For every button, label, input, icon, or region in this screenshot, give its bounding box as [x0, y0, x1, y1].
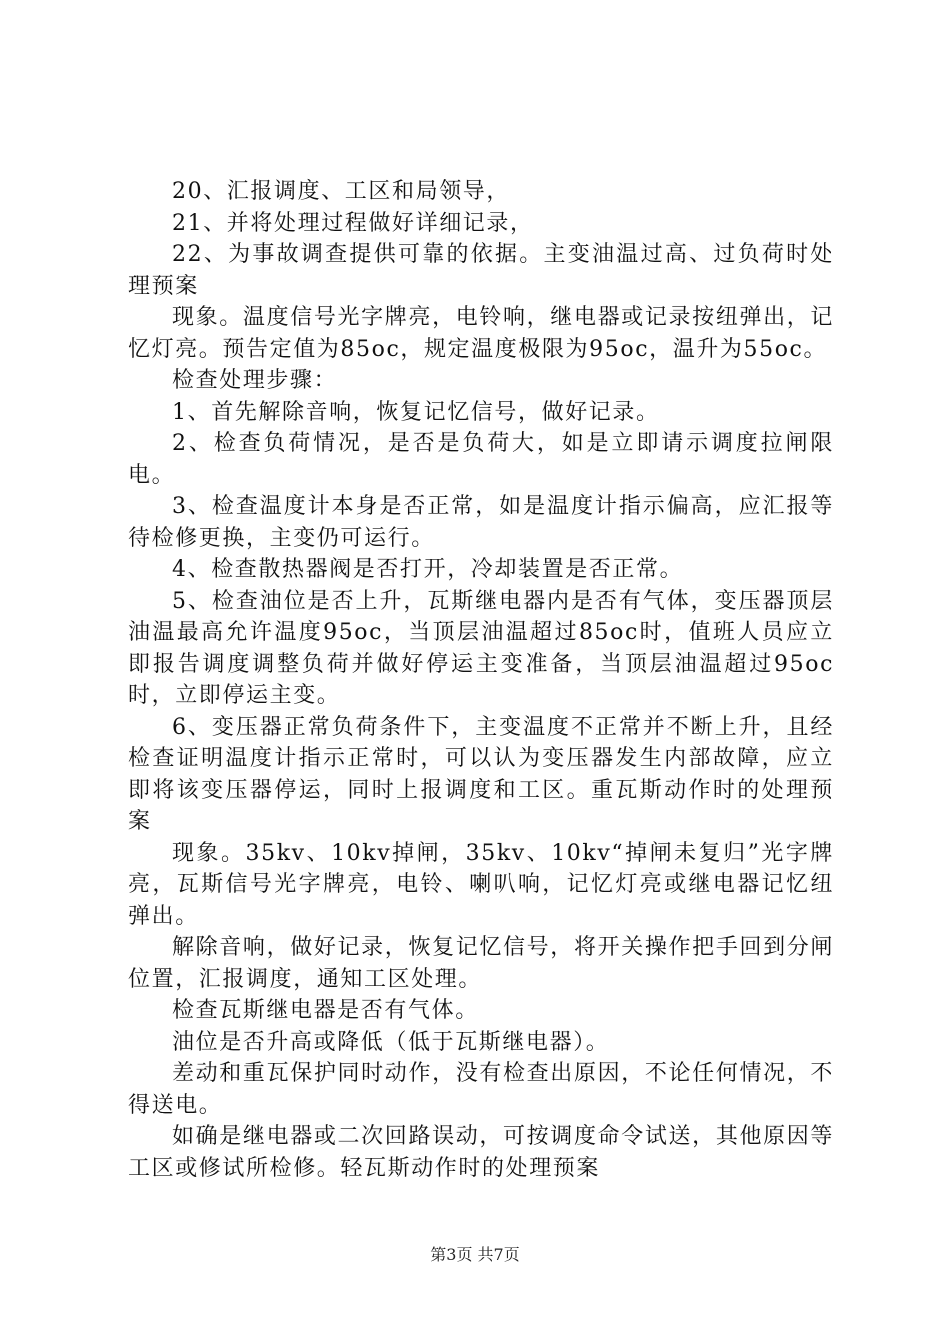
paragraph: 如确是继电器或二次回路误动，可按调度命令试送，其他原因等工区或修试所检修。轻瓦斯动作时的处理预案: [128, 1124, 834, 1181]
paragraph: 21、并将处理过程做好详细记录，: [172, 210, 534, 236]
paragraph: 检查瓦斯继电器是否有气体。: [172, 998, 479, 1023]
paragraph: 油位是否升高或降低（低于瓦斯继电器）。: [172, 1029, 610, 1055]
page-footer: 第3页 共7页: [430, 1245, 520, 1264]
paragraph: 2、检查负荷情况，是否是负荷大，如是立即请示调度拉闸限电。: [128, 431, 834, 488]
paragraph: 5、检查油位是否上升，瓦斯继电器内是否有气体，变压器顶层油温最高允许温度95oc，当顶层油温超过85oc时，值班人员应立即报告调度调整负荷并做好停运主变准备，当顶层油温超过95oc时，立即停运主变。: [128, 588, 834, 708]
paragraph: 现象。温度信号光字牌亮，电铃响，继电器或记录按纽弹出，记忆灯亮。预告定值为85oc，规定温度极限为95oc，温升为55oc。: [128, 305, 834, 362]
paragraph: 4、检查散热器阀是否打开，冷却装置是否正常。: [172, 557, 684, 582]
paragraph: 6、变压器正常负荷条件下，主变温度不正常并不断上升，且经检查证明温度计指示正常时，可以认为变压器发生内部故障，应立即将该变压器停运，同时上报调度和工区。重瓦斯动作时的处理预案: [128, 714, 834, 834]
paragraph: 22、为事故调查提供可靠的依据。主变油温过高、过负荷时处理预案: [128, 242, 834, 299]
document-body: [128, 176, 834, 1184]
paragraph: 差动和重瓦保护同时动作，没有检查出原因，不论任何情况，不得送电。: [128, 1061, 834, 1118]
paragraph: 检查处理步骤：: [172, 368, 338, 393]
paragraph: 3、检查温度计本身是否正常，如是温度计指示偏高，应汇报等待检修更换，主变仍可运行。: [128, 494, 834, 551]
paragraph: 1、首先解除音响，恢复记忆信号，做好记录。: [172, 399, 660, 425]
paragraph: 现象。35kv、10kv掉闸，35kv、10kv“掉闸未复归”光字牌亮，瓦斯信号光字牌亮，电铃、喇叭响，记忆灯亮或继电器记忆纽弹出。: [128, 840, 834, 929]
paragraph: 解除音响，做好记录，恢复记忆信号，将开关操作把手回到分闸位置，汇报调度，通知工区处理。: [128, 935, 834, 992]
paragraph: 20、汇报调度、工区和局领导，: [172, 179, 510, 204]
